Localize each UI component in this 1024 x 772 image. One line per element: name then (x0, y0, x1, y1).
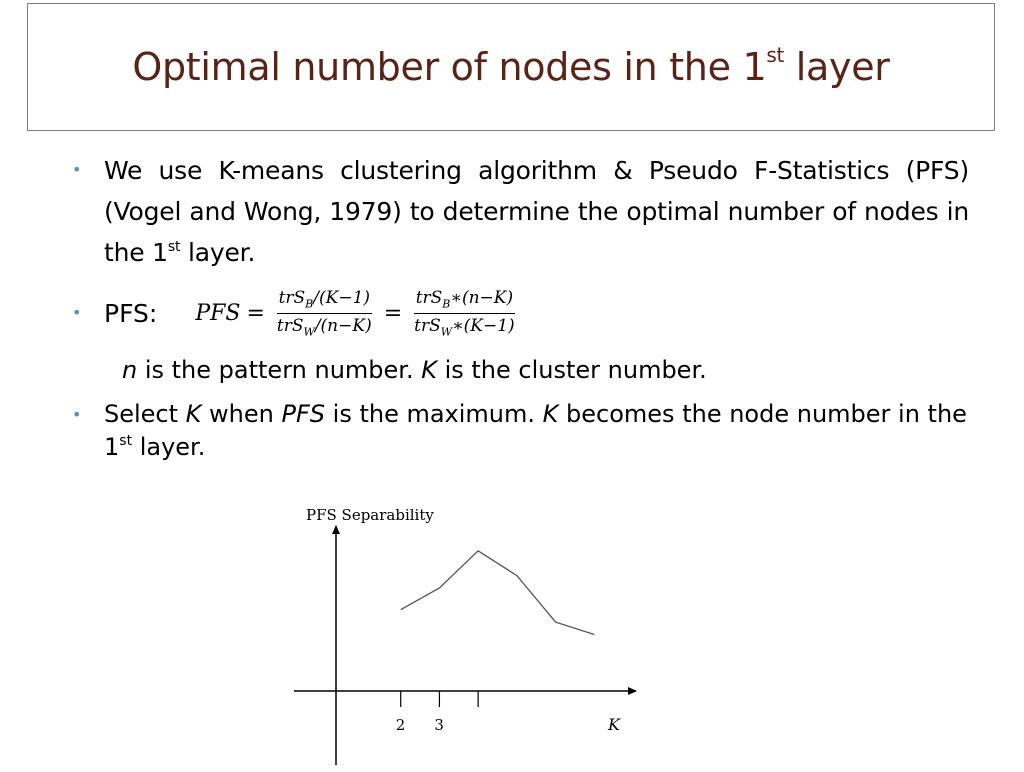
y-axis-label: PFS Separability (306, 506, 434, 524)
pfs-chart-svg (288, 500, 648, 768)
bullet-text: We use K-means clustering algorithm & Pseudo F-Statistics (PFS) (Vogel and Wong, 1979) to determine the optimal number of nodes in the 1st layer. (104, 156, 969, 267)
x-axis-label: K (608, 715, 620, 734)
title-box (27, 3, 995, 131)
pfs-formula: PFS = $\frac{trS_B/(K-1)}{trS_W/(n-K)}$ = $\frac{trS_B∗(n-K)}{trS_W∗(K-1)}$ (195, 288, 515, 338)
fraction-2: $\frac{trS_B∗(n-K)}{trS_W∗(K-1)}$ (414, 288, 515, 338)
pfs-label: PFS: (104, 298, 158, 328)
x-tick-label: 2 (395, 716, 406, 734)
pfs-formula-row (104, 283, 521, 343)
slide-title: Optimal number of nodes in the 1st layer (132, 43, 890, 89)
pfs-chart (288, 500, 648, 772)
bullet-dot: • (72, 303, 82, 322)
variable-note: n is the pattern number. K is the cluster number. (122, 356, 707, 384)
bullet-text: Select K when PFS is the maximum. K becomes the node number in the 1st layer. (104, 400, 967, 461)
bullet-dot: • (72, 160, 82, 179)
series-line (401, 551, 595, 635)
x-tick-label: 3 (434, 716, 444, 734)
fraction-1: $\frac{trS_B/(K-1)}{trS_W/(n-K)}$ (276, 288, 372, 338)
bullet-dot: • (72, 405, 82, 424)
